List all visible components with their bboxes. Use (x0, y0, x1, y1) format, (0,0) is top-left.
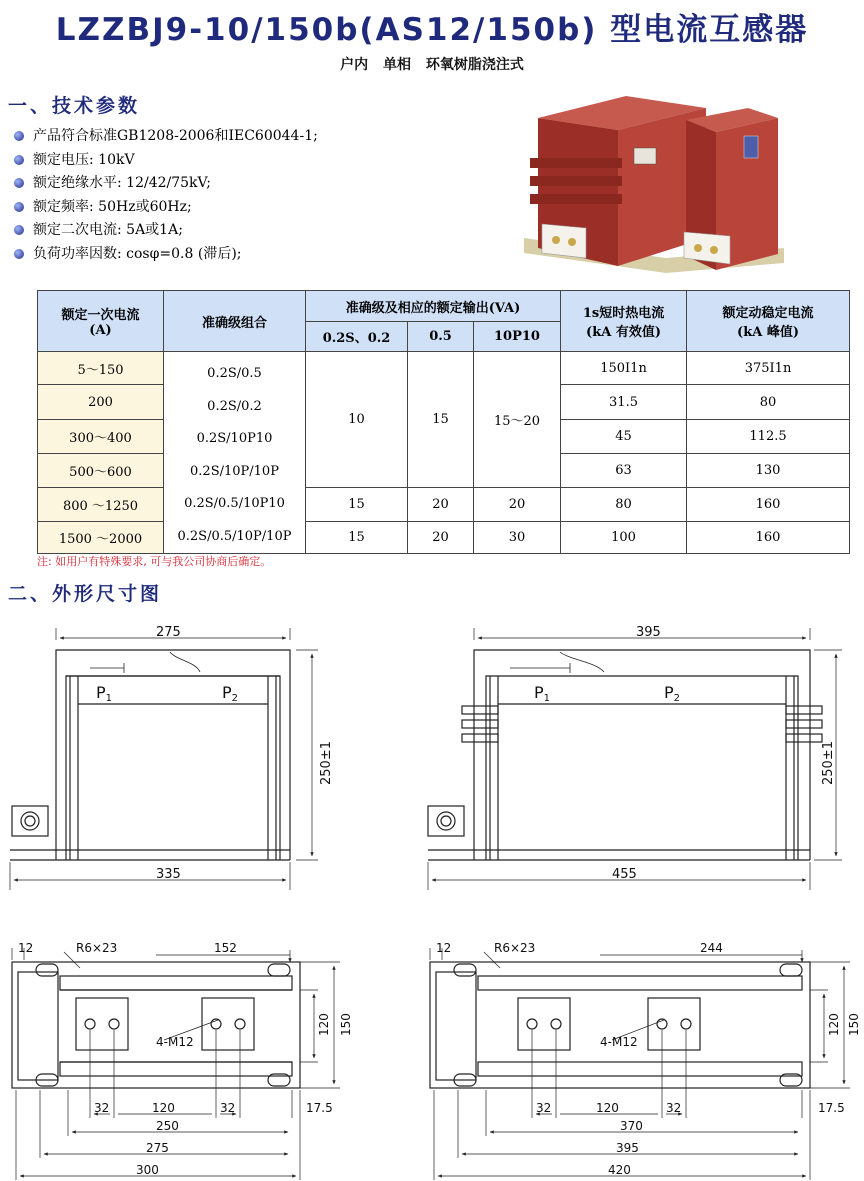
section-technical-params: 一、技术参数 (8, 95, 141, 117)
label-p2-right: P2 (664, 683, 681, 704)
dim-br-32b: 32 (666, 1101, 682, 1115)
bullet-icon (14, 225, 24, 235)
dim-bl-150: 150 (339, 1013, 353, 1036)
dim-br-175: 17.5 (818, 1101, 845, 1115)
header-output-10p10: 10P10 (474, 322, 561, 352)
header-output-02s: 0.2S、0.2 (306, 322, 408, 352)
dim-bl-120: 120 (317, 1013, 331, 1036)
label-p1-right: P1 (534, 683, 551, 704)
bullet-icon (14, 202, 24, 212)
dim-bl-275: 275 (146, 1141, 169, 1155)
cell-thermal: 31.5 (561, 385, 687, 420)
dim-br-120: 120 (827, 1013, 841, 1036)
dim-bl-120h: 120 (152, 1101, 175, 1115)
bullet-icon (14, 178, 24, 188)
header-dynamic-current: 额定动稳定电流 (kA 峰值) (687, 291, 850, 352)
dim-bl-300: 300 (136, 1163, 159, 1177)
cell-thermal: 100 (561, 521, 687, 553)
spec-item: 额定绝缘水平: 12/42/75kV; (14, 172, 318, 196)
cell-primary: 300～400 (38, 420, 164, 453)
bullet-icon (14, 249, 24, 259)
dim-front-right-height: 250±1 (821, 741, 836, 785)
dim-front-right-base: 455 (612, 867, 637, 882)
dim-br-244: 244 (700, 941, 723, 955)
dim-bl-152: 152 (214, 941, 237, 955)
dim-bl-32b: 32 (220, 1101, 236, 1115)
spec-item: 产品符合标准GB1208-2006和IEC60044-1; (14, 125, 318, 149)
front-view-right (428, 628, 842, 890)
cell-primary: 200 (38, 385, 164, 420)
spec-item: 负荷功率因数: cosφ=0.8 (滞后); (14, 243, 318, 267)
label-br-bolt: 4-M12 (600, 1035, 638, 1049)
product-photo (516, 88, 816, 276)
cell-dynamic: 80 (687, 385, 850, 420)
table-row (38, 488, 850, 521)
header-primary-current: 额定一次电流 (A) (38, 291, 164, 352)
cell-output: 15 (306, 488, 408, 521)
page-subtitle: 户内 单相 环氧树脂浇注式 (340, 57, 524, 73)
dim-bl-250: 250 (156, 1119, 179, 1133)
cell-thermal: 63 (561, 453, 687, 488)
dim-br-120h: 120 (596, 1101, 619, 1115)
cell-output-merged: 15 (408, 352, 474, 488)
label-p1-left: P1 (96, 683, 113, 704)
dim-br-370: 370 (620, 1119, 643, 1133)
cell-output: 20 (408, 488, 474, 521)
dim-br-395: 395 (616, 1141, 639, 1155)
cell-dynamic: 130 (687, 453, 850, 488)
label-p2-left: P2 (222, 683, 239, 704)
bottom-view-left (12, 948, 340, 1180)
cell-dynamic: 375I1n (687, 352, 850, 385)
label-bl-bolt: 4-M12 (156, 1035, 194, 1049)
header-thermal-current: 1s短时热电流 (kA 有效值) (561, 291, 687, 352)
dim-br-32a: 32 (536, 1101, 552, 1115)
cell-output: 30 (474, 521, 561, 553)
cell-primary: 1500 ～2000 (38, 521, 164, 553)
cell-output-merged: 10 (306, 352, 408, 488)
front-view-left (10, 628, 318, 890)
dimension-drawings (0, 610, 864, 1181)
cell-combos: 0.2S/0.5 0.2S/0.2 0.2S/10P10 0.2S/10P/10P 0.2S/0.5/10P10 0.2S/0.5/10P/10P (164, 352, 306, 554)
dim-br-420: 420 (608, 1163, 631, 1177)
dim-br-12: 12 (436, 941, 452, 955)
page-title: LZZBJ9-10/150b(AS12/150b) 型电流互感器 (55, 12, 809, 48)
bullet-icon (14, 131, 24, 141)
spec-item: 额定频率: 50Hz或60Hz; (14, 196, 318, 220)
cell-dynamic: 160 (687, 521, 850, 553)
dim-bl-radius: R6×23 (76, 941, 118, 955)
dim-bl-12: 12 (18, 941, 34, 955)
cell-thermal: 80 (561, 488, 687, 521)
dim-br-radius: R6×23 (494, 941, 536, 955)
footnote: 注: 如用户有特殊要求, 可与我公司协商后确定。 (37, 555, 272, 568)
cell-output: 20 (474, 488, 561, 521)
header-accuracy-combo: 准确级组合 (164, 291, 306, 352)
header-output-05: 0.5 (408, 322, 474, 352)
cell-thermal: 150I1n (561, 352, 687, 385)
cell-thermal: 45 (561, 420, 687, 453)
spec-item: 额定电压: 10kV (14, 149, 318, 173)
bottom-view-right (430, 948, 850, 1180)
cell-primary: 500～600 (38, 453, 164, 488)
spec-table (37, 290, 850, 554)
cell-primary: 800 ～1250 (38, 488, 164, 521)
cell-output-merged: 15～20 (474, 352, 561, 488)
table-row (38, 352, 850, 385)
section-dimensions: 二、外形尺寸图 (8, 583, 163, 605)
cell-output: 20 (408, 521, 474, 553)
dim-front-left-height: 250±1 (319, 741, 334, 785)
spec-item: 额定二次电流: 5A或1A; (14, 219, 318, 243)
table-row (38, 521, 850, 553)
cell-output: 15 (306, 521, 408, 553)
bullet-icon (14, 155, 24, 165)
dim-front-left-base: 335 (156, 867, 181, 882)
header-rated-output: 准确级及相应的额定输出(VA) (306, 291, 561, 322)
dim-br-150: 150 (847, 1013, 861, 1036)
dim-front-left-width: 275 (156, 625, 181, 640)
dim-bl-175: 17.5 (306, 1101, 333, 1115)
dim-bl-32a: 32 (94, 1101, 110, 1115)
spec-list (14, 125, 318, 266)
cell-dynamic: 160 (687, 488, 850, 521)
cell-primary: 5～150 (38, 352, 164, 385)
dim-front-right-width: 395 (636, 625, 661, 640)
cell-dynamic: 112.5 (687, 420, 850, 453)
